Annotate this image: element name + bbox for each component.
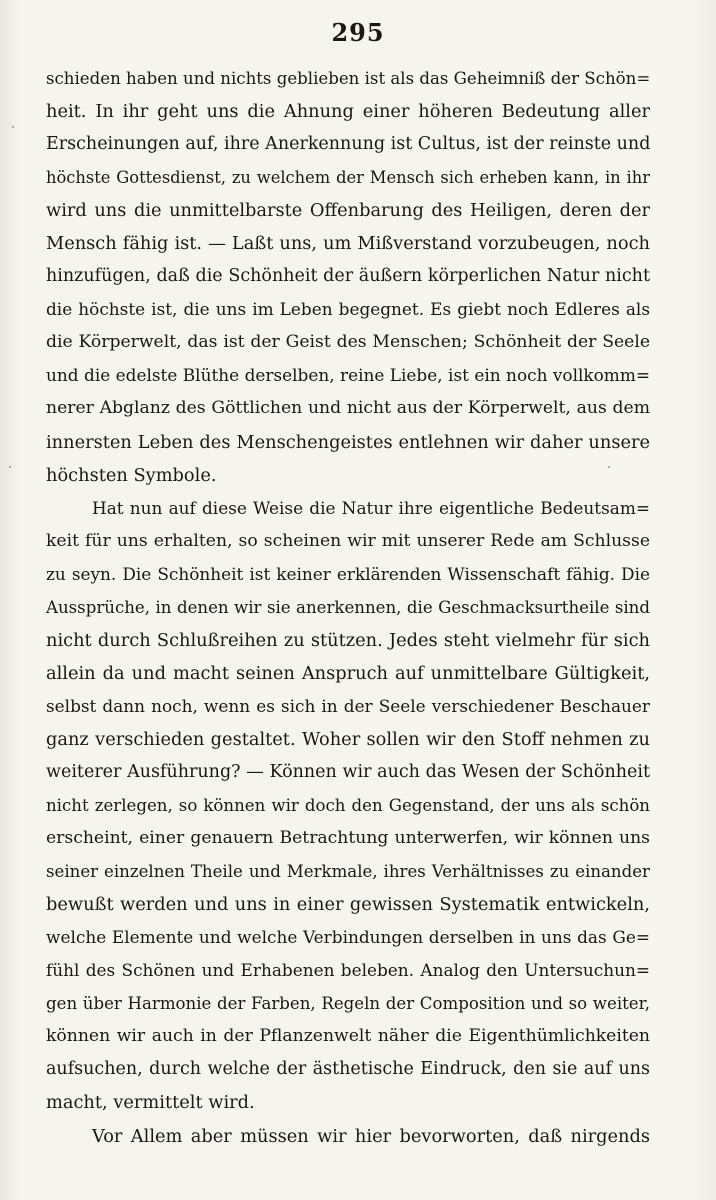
page-number: 295 (331, 18, 385, 47)
text-line: nicht durch Schlußreihen zu stützen. Jedes steht vielmehr für sich (46, 629, 650, 651)
text-line: Aussprüche, in denen wir sie anerkennen, die Geschmacksurtheile sind (46, 597, 650, 617)
text-line: erscheint, einer genauern Betrachtung unterwerfen, wir können uns (46, 828, 650, 849)
text-line: seiner einzelnen Theile und Merkmale, ihres Verhältnisses zu einander (46, 862, 650, 882)
paragraph-1 (46, 62, 650, 492)
text-line: nerer Abglanz des Göttlichen und nicht aus der Körperwelt, aus dem (46, 398, 650, 419)
paragraph-3 (46, 1120, 650, 1153)
body-text (46, 62, 650, 1153)
paper-speck (608, 466, 610, 468)
text-line: bewußt werden und uns in einer gewissen Systematik entwickeln, (46, 894, 650, 916)
text-line: gen über Harmonie der Farben, Regeln der Composition und so weiter, (46, 994, 650, 1014)
text-line: wird uns die unmittelbarste Offenbarung des Heiligen, deren der (46, 200, 650, 222)
text-line: allein da und macht seinen Anspruch auf unmittelbare Gültigkeit, (46, 662, 650, 684)
text-line: heit. In ihr geht uns die Ahnung einer höheren Bedeutung aller (46, 101, 650, 123)
text-line: Hat nun auf diese Weise die Natur ihre eigentliche Bedeutsam= (92, 497, 650, 518)
text-line: hinzufügen, daß die Schönheit der äußern körperlichen Natur nicht (46, 266, 650, 287)
text-line: ganz verschieden gestaltet. Woher sollen wir den Stoff nehmen zu (46, 728, 650, 750)
text-line: Mensch fähig ist. — Laßt uns, um Mißverstand vorzubeugen, noch (46, 233, 650, 255)
text-line: die Körperwelt, das ist der Geist des Menschen; Schönheit der Seele (46, 332, 650, 353)
text-line: Erscheinungen auf, ihre Anerkennung ist Cultus, ist der reinste und (46, 134, 650, 155)
paragraph-2 (46, 492, 650, 1120)
text-line: höchste Gottesdienst, zu welchem der Mensch sich erheben kann, in ihr (46, 168, 650, 188)
text-line: zu seyn. Die Schönheit ist keiner erklärenden Wissenschaft fähig. Die (46, 563, 650, 584)
text-line: innersten Leben des Menschengeistes entlehnen wir daher unsere (46, 431, 650, 453)
text-line: aufsuchen, durch welche der ästhetische Eindruck, den sie auf uns (46, 1059, 650, 1080)
text-line: nicht zerlegen, so können wir doch den Gegenstand, der uns als schön (46, 796, 650, 816)
text-line: höchsten Symbole. (46, 464, 217, 486)
text-line: Vor Allem aber müssen wir hier bevorworten, daß nirgends (92, 1125, 650, 1147)
paper-speck (12, 126, 14, 128)
text-line: macht, vermittelt wird. (46, 1092, 255, 1114)
text-line: keit für uns erhalten, so scheinen wir mit unserer Rede am Schlusse (46, 530, 650, 551)
text-line: und die edelste Blüthe derselben, reine Liebe, ist ein noch vollkomm= (46, 365, 650, 386)
text-line: können wir auch in der Pflanzenwelt näher die Eigenthümlichkeiten (46, 1026, 650, 1047)
text-line: die höchste ist, die uns im Leben begegnet. Es giebt noch Edleres als (46, 299, 650, 320)
text-line: selbst dann noch, wenn es sich in der Seele verschiedener Beschauer (46, 695, 650, 716)
text-line: weiterer Ausführung? — Können wir auch das Wesen der Schönheit (46, 761, 650, 782)
paper-speck (9, 466, 11, 468)
text-line: schieden haben und nichts geblieben ist als das Geheimniß der Schön= (46, 69, 650, 88)
text-line: fühl des Schönen und Erhabenen beleben. Analog den Untersuchun= (46, 960, 650, 981)
text-line: welche Elemente und welche Verbindungen derselben in uns das Ge= (46, 927, 650, 948)
